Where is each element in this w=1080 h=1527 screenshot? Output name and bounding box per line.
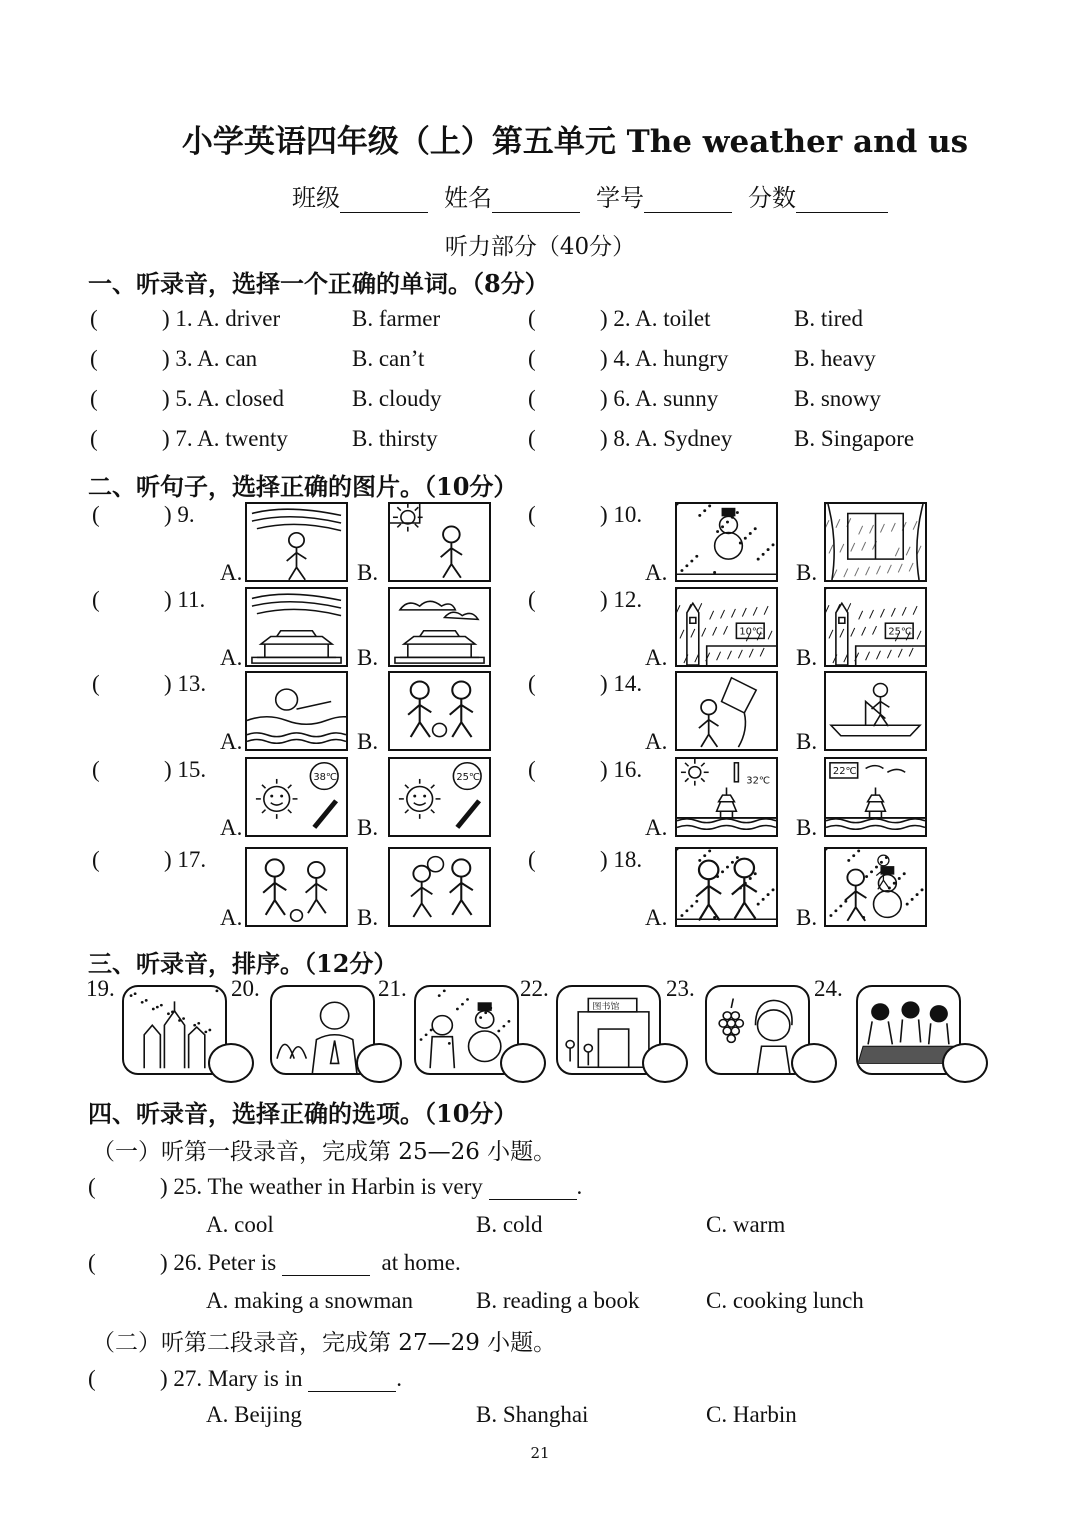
q8-option-b[interactable]: B. Singapore	[794, 426, 915, 451]
q6-option-b[interactable]: B. snowy	[794, 386, 881, 411]
q18-label-a: A.	[645, 905, 668, 930]
q9-paren[interactable]: (	[92, 502, 100, 527]
building-snowman-icon	[826, 849, 925, 925]
q26-option-c[interactable]: C. cooking lunch	[706, 1288, 864, 1313]
pagoda-32c-icon	[677, 759, 776, 835]
q26-end: at home.	[381, 1250, 461, 1275]
q12-number: ) 12.	[600, 587, 643, 612]
q5-option-b[interactable]: B. cloudy	[352, 386, 442, 411]
q2-paren[interactable]: (	[528, 306, 536, 331]
number-blank[interactable]	[644, 212, 732, 213]
q10-number: ) 10.	[600, 502, 643, 527]
q10-picture-b[interactable]	[824, 502, 927, 582]
q10-paren[interactable]: (	[528, 502, 536, 527]
question-25	[160, 1174, 582, 1200]
q3-option-a[interactable]: ) 3. A. can	[162, 346, 258, 371]
q27-text: ) 27. Mary is in	[160, 1366, 303, 1391]
paren-25[interactable]: (	[88, 1174, 96, 1199]
q16-label-b: B.	[796, 815, 818, 840]
q8-option-a[interactable]: ) 8. A. Sydney	[600, 426, 733, 451]
q23-number: 23.	[666, 976, 695, 1001]
q20-answer-circle[interactable]	[356, 1043, 402, 1083]
q18-number: ) 18.	[600, 847, 643, 872]
paren-26[interactable]: (	[88, 1250, 96, 1275]
q9-picture-a[interactable]	[245, 502, 348, 582]
running-snow-icon	[677, 849, 776, 925]
q6-option-a[interactable]: ) 6. A. sunny	[600, 386, 719, 411]
sun-25c-icon	[390, 759, 489, 835]
score-field[interactable]	[748, 178, 888, 213]
q2-option-a[interactable]: ) 2. A. toilet	[600, 306, 711, 331]
name-field[interactable]	[444, 178, 580, 213]
windy-woman-icon	[247, 504, 346, 580]
q14-picture-b[interactable]	[824, 671, 927, 751]
q24-answer-circle[interactable]	[942, 1043, 988, 1083]
svg-text:22℃: 22℃	[832, 766, 857, 778]
q13-label-b: B.	[357, 729, 379, 754]
sun-38c-icon	[247, 759, 346, 835]
football-icon	[247, 849, 346, 925]
score-label: 分数	[748, 184, 796, 212]
q22-answer-circle[interactable]	[642, 1043, 688, 1083]
q1-option-b[interactable]: B. farmer	[352, 306, 441, 331]
svg-text:25℃: 25℃	[888, 626, 913, 638]
q27-option-c[interactable]: C. Harbin	[706, 1402, 797, 1427]
q25-text: ) 25. The weather in Harbin is very	[160, 1174, 483, 1199]
number-label: 学号	[596, 184, 644, 212]
q14-paren[interactable]: (	[528, 671, 536, 696]
q25-option-a[interactable]: A. cool	[206, 1212, 274, 1237]
name-blank[interactable]	[492, 212, 580, 213]
q20-number: 20.	[231, 976, 260, 1001]
q9-label-b: B.	[357, 560, 379, 585]
sunny-boy-icon	[390, 504, 489, 580]
q3-paren[interactable]: (	[90, 346, 98, 371]
q16-picture-b[interactable]	[824, 757, 927, 837]
q4-paren[interactable]: (	[528, 346, 536, 371]
score-blank[interactable]	[796, 212, 888, 213]
q15-paren[interactable]: (	[92, 757, 100, 782]
name-label: 姓名	[444, 184, 492, 212]
q15-picture-b[interactable]	[388, 757, 491, 837]
q1-paren[interactable]: (	[90, 306, 98, 331]
q27-option-b[interactable]: B. Shanghai	[476, 1402, 589, 1427]
q18-picture-a[interactable]	[675, 847, 778, 927]
q11-label-a: A.	[220, 645, 243, 670]
q14-label-b: B.	[796, 729, 818, 754]
q10-picture-a[interactable]	[675, 502, 778, 582]
q24-number: 24.	[814, 976, 843, 1001]
q7-option-a[interactable]: ) 7. A. twenty	[162, 426, 288, 451]
q4-option-b[interactable]: B. heavy	[794, 346, 876, 371]
q11-label-b: B.	[357, 645, 379, 670]
q9-label-a: A.	[220, 560, 243, 585]
q25-option-b[interactable]: B. cold	[476, 1212, 543, 1237]
question-26	[160, 1250, 461, 1276]
section1-heading: 一、听录音，选择一个正确的单词。（8分）	[88, 269, 549, 298]
q6-paren[interactable]: (	[528, 386, 536, 411]
q10-label-b: B.	[796, 560, 818, 585]
q11-picture-a[interactable]	[245, 587, 348, 667]
q17-picture-b[interactable]	[388, 847, 491, 927]
q17-label-b: B.	[357, 905, 379, 930]
svg-text:10℃: 10℃	[739, 626, 764, 638]
section3-heading: 三、听录音，排序。（12分）	[88, 949, 398, 978]
q9-picture-b[interactable]	[388, 502, 491, 582]
number-field[interactable]	[596, 178, 732, 213]
q13-label-a: A.	[220, 729, 243, 754]
listening-heading: 听力部分（40分）	[444, 234, 636, 260]
q14-picture-a[interactable]	[675, 671, 778, 751]
q16-label-a: A.	[645, 815, 668, 840]
svg-text:32℃: 32℃	[746, 775, 770, 787]
rainy-window-icon	[826, 504, 925, 580]
q17-picture-a[interactable]	[245, 847, 348, 927]
q16-number: ) 16.	[600, 757, 643, 782]
section2-heading: 二、听句子，选择正确的图片。（10分）	[88, 472, 518, 501]
snowman-icon	[677, 504, 776, 580]
q21-answer-circle[interactable]	[500, 1043, 546, 1083]
q12-paren[interactable]: (	[528, 587, 536, 612]
q13-picture-b[interactable]	[388, 671, 491, 751]
rainy-bigben-25c-icon	[826, 589, 925, 665]
q22-number: 22.	[520, 976, 549, 1001]
q14-label-a: A.	[645, 729, 668, 754]
q26-blank[interactable]	[282, 1275, 370, 1276]
q9-number: ) 9.	[164, 502, 195, 527]
q7-option-b[interactable]: B. thirsty	[352, 426, 438, 451]
q25-option-c[interactable]: C. warm	[706, 1212, 786, 1237]
q27-option-a[interactable]: A. Beijing	[206, 1402, 302, 1427]
class-label: 班级	[292, 184, 340, 212]
part1-instruction: （一）听第一段录音，完成第 25—26 小题。	[92, 1139, 557, 1165]
class-field[interactable]	[292, 178, 428, 213]
q15-number: ) 15.	[164, 757, 207, 782]
q19-answer-circle[interactable]	[208, 1043, 254, 1083]
q27-end: .	[396, 1366, 402, 1391]
q25-blank[interactable]	[489, 1199, 577, 1200]
volleyball-icon	[390, 849, 489, 925]
pagoda-22c-icon	[826, 759, 925, 835]
q15-label-b: B.	[357, 815, 379, 840]
q18-label-b: B.	[796, 905, 818, 930]
page-title: 小学英语四年级（上）第五单元 The weather and us	[181, 124, 969, 160]
cloudy-tiananmen-icon	[390, 589, 489, 665]
q12-label-a: A.	[645, 645, 668, 670]
q16-picture-a[interactable]	[675, 757, 778, 837]
part2-instruction: （二）听第二段录音，完成第 27—29 小题。	[92, 1330, 557, 1356]
q11-picture-b[interactable]	[388, 587, 491, 667]
q26-text: ) 26. Peter is	[160, 1250, 277, 1275]
q23-answer-circle[interactable]	[791, 1043, 837, 1083]
basketball-icon	[390, 673, 489, 749]
paren-27[interactable]: (	[88, 1366, 96, 1391]
q14-number: ) 14.	[600, 671, 643, 696]
q26-option-b[interactable]: B. reading a book	[476, 1288, 640, 1313]
q13-picture-a[interactable]	[245, 671, 348, 751]
q17-number: ) 17.	[164, 847, 207, 872]
q1-option-a[interactable]: ) 1. A. driver	[162, 306, 281, 331]
windy-tiananmen-icon	[247, 589, 346, 665]
class-blank[interactable]	[340, 212, 428, 213]
q10-label-a: A.	[645, 560, 668, 585]
q5-paren[interactable]: (	[90, 386, 98, 411]
kite-icon	[677, 673, 776, 749]
q25-end: .	[576, 1174, 583, 1199]
q12-picture-b[interactable]	[824, 587, 927, 667]
q26-option-a[interactable]: A. making a snowman	[206, 1288, 413, 1313]
q21-number: 21.	[378, 976, 407, 1001]
q11-paren[interactable]: (	[92, 587, 100, 612]
q17-paren[interactable]: (	[92, 847, 100, 872]
q19-number: 19.	[86, 976, 115, 1001]
q4-option-a[interactable]: ) 4. A. hungry	[600, 346, 729, 371]
q5-option-a[interactable]: ) 5. A. closed	[162, 386, 285, 411]
q16-paren[interactable]: (	[528, 757, 536, 782]
q17-label-a: A.	[220, 905, 243, 930]
svg-text:38℃: 38℃	[313, 772, 338, 783]
svg-text:25℃: 25℃	[456, 772, 481, 783]
q27-blank[interactable]	[308, 1391, 396, 1392]
q3-option-b[interactable]: B. can’t	[352, 346, 425, 371]
q13-paren[interactable]: (	[92, 671, 100, 696]
q15-picture-a[interactable]	[245, 757, 348, 837]
boat-icon	[826, 673, 925, 749]
rainy-bigben-10c-icon	[677, 589, 776, 665]
q15-label-a: A.	[220, 815, 243, 840]
q18-picture-b[interactable]	[824, 847, 927, 927]
q8-paren[interactable]: (	[528, 426, 536, 451]
q12-picture-a[interactable]	[675, 587, 778, 667]
swimming-icon	[247, 673, 346, 749]
q7-paren[interactable]: (	[90, 426, 98, 451]
question-27	[160, 1366, 402, 1392]
q13-number: ) 13.	[164, 671, 207, 696]
q2-option-b[interactable]: B. tired	[794, 306, 863, 331]
section4-heading: 四、听录音，选择正确的选项。（10分）	[88, 1099, 518, 1128]
q11-number: ) 11.	[164, 587, 206, 612]
svg-text:图书馆: 图书馆	[592, 1002, 620, 1012]
q12-label-b: B.	[796, 645, 818, 670]
q18-paren[interactable]: (	[528, 847, 536, 872]
page-number: 21	[530, 1444, 550, 1462]
